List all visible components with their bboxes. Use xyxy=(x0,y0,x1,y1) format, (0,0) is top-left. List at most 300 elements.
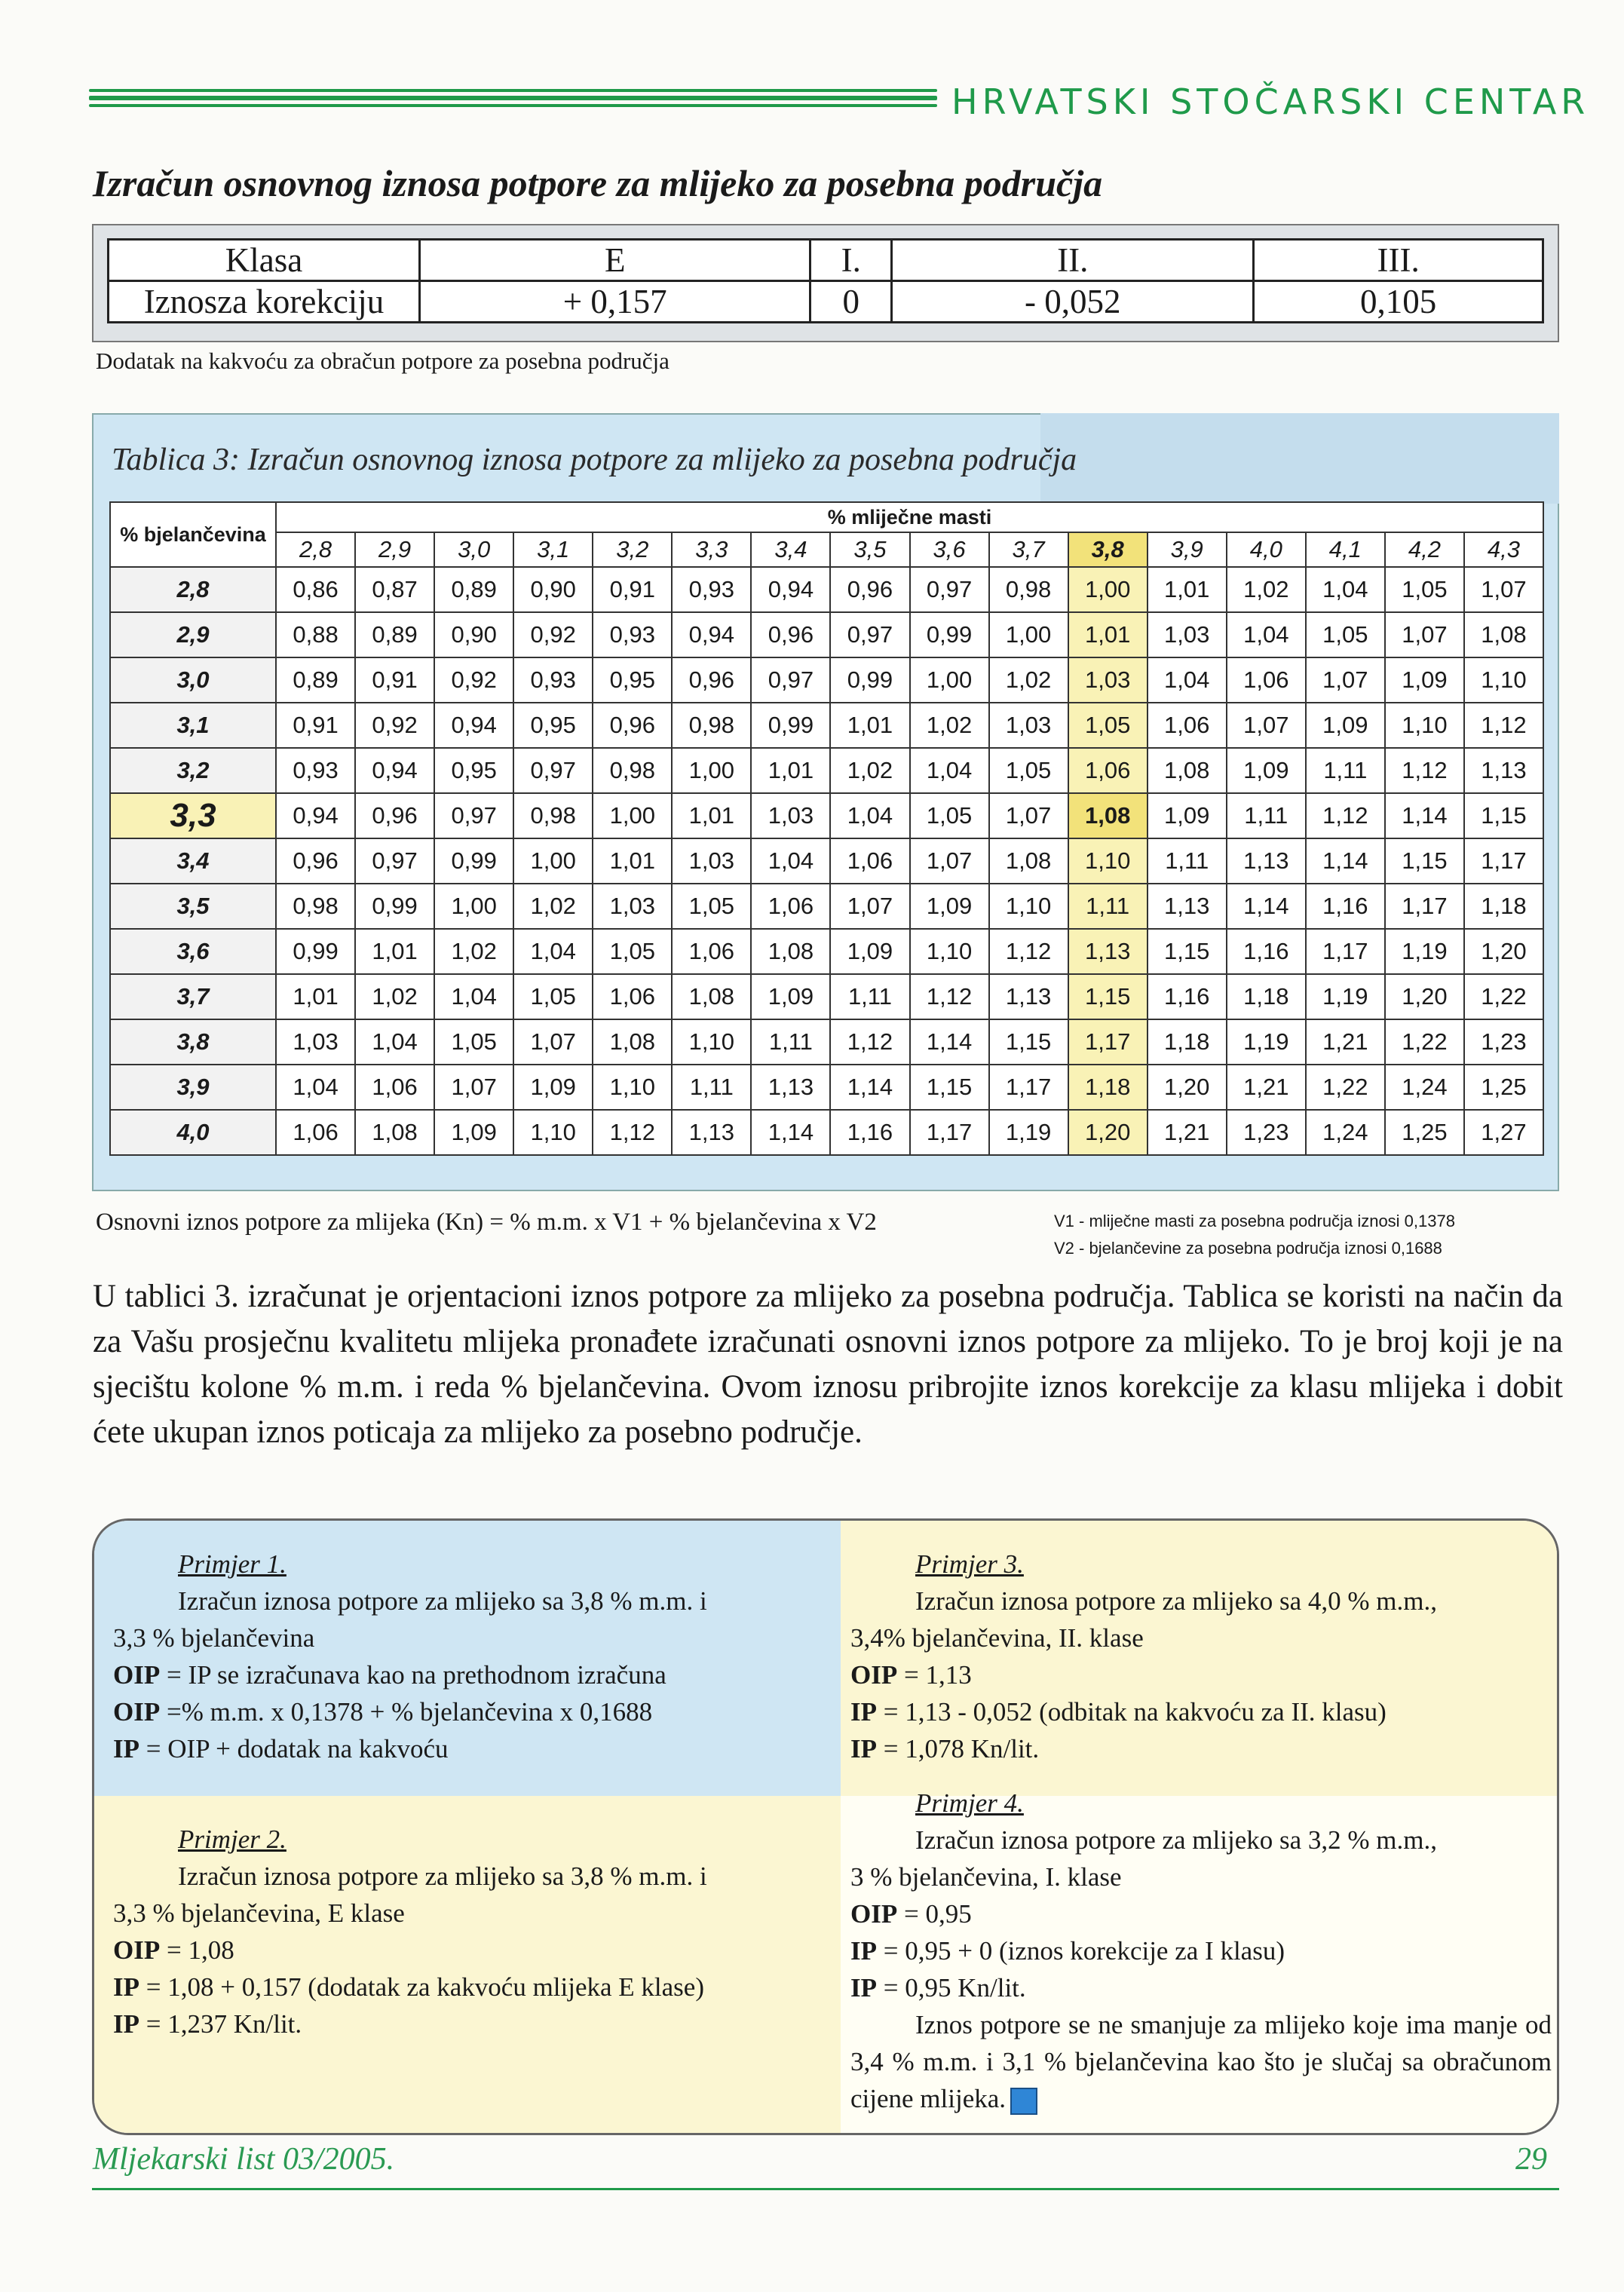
table-cell: 1,11 xyxy=(672,1065,751,1110)
correction-cell: + 0,157 xyxy=(420,281,810,323)
example-line: 3,3 % bjelančevina, E klase xyxy=(113,1898,405,1928)
correction-cell: 0 xyxy=(810,281,892,323)
table-cell: 1,22 xyxy=(1385,1019,1464,1065)
table-cell: 1,08 xyxy=(672,974,751,1019)
table-cell: 0,97 xyxy=(910,567,989,612)
table-cell: 0,99 xyxy=(355,884,434,929)
fat-column-header: 4,3 xyxy=(1464,532,1543,567)
table-cell: 0,93 xyxy=(513,657,593,703)
table-cell: 1,16 xyxy=(1227,929,1306,974)
body-paragraph: U tablici 3. izračunat je orjentacioni iznos potpore za mlijeko za posebna područja. Tablica se koristi na način da za Vašu prosječnu kvalitetu mlijeka pronađete izračunati osnovni iznos potpore za mlijeko. To je broj koji je na sjecištu kolone % m.m. i reda % bjelančevina. Ovom iznosu pribrojite iznos korekcije za klasu mlijeka i dobit ćete ukupan iznos poticaja za mlijeko za posebno područje. xyxy=(93,1279,1563,1450)
table-cell: 1,14 xyxy=(830,1065,909,1110)
table-cell: 1,10 xyxy=(513,1110,593,1155)
table-cell: 1,05 xyxy=(1068,703,1148,748)
table-cell: 1,06 xyxy=(672,929,751,974)
table-cell: 1,12 xyxy=(830,1019,909,1065)
table-cell: 0,96 xyxy=(276,838,355,884)
table-cell: 0,92 xyxy=(355,703,434,748)
table-cell: 1,11 xyxy=(1068,884,1148,929)
table-cell: 1,15 xyxy=(910,1065,989,1110)
table-cell: 0,96 xyxy=(672,657,751,703)
table-cell: 1,17 xyxy=(1306,929,1385,974)
table-cell: 0,94 xyxy=(672,612,751,657)
table-cell: 1,15 xyxy=(989,1019,1068,1065)
table-cell: 1,00 xyxy=(593,793,672,838)
table-cell: 0,97 xyxy=(434,793,513,838)
footer-publication: Mljekarski list 03/2005. xyxy=(93,2142,395,2177)
example-line: Iznos potpore se ne smanjuje za mlijeko koje ima manje od 3,4 % m.m. i 3,1 % bjelančevina kao što je slučaj sa obračunom cijene mlijeka. xyxy=(850,2010,1552,2113)
table-cell: 1,13 xyxy=(1148,884,1227,929)
table-cell: 0,93 xyxy=(593,612,672,657)
table-cell: 1,08 xyxy=(1148,748,1227,793)
table-row xyxy=(110,974,1543,1019)
table-cell: 0,93 xyxy=(672,567,751,612)
tablica3-table xyxy=(109,501,1544,1156)
table-cell: 1,04 xyxy=(355,1019,434,1065)
note-v1: V1 - mliječne masti za posebna područja iznosi 0,1378 xyxy=(1054,1212,1455,1230)
protein-row-header: 3,5 xyxy=(110,884,276,929)
table-cell: 1,10 xyxy=(1464,657,1543,703)
table-cell: 1,27 xyxy=(1464,1110,1543,1155)
fat-column-header: 3,4 xyxy=(751,532,830,567)
example-value: = 1,237 Kn/lit. xyxy=(139,2009,302,2039)
example-key: OIP xyxy=(113,1935,161,1965)
table-row xyxy=(110,884,1543,929)
table-cell: 1,05 xyxy=(593,929,672,974)
table-cell: 1,20 xyxy=(1385,974,1464,1019)
table-cell: 0,94 xyxy=(276,793,355,838)
table-cell: 1,09 xyxy=(1148,793,1227,838)
table-row xyxy=(110,1019,1543,1065)
table-cell: 1,00 xyxy=(1068,567,1148,612)
table-cell: 0,94 xyxy=(434,703,513,748)
table-cell: 0,90 xyxy=(434,612,513,657)
table-cell: 0,92 xyxy=(513,612,593,657)
table-cell: 0,96 xyxy=(355,793,434,838)
class-note: Dodatak na kakvoću za obračun potpore za posebna područja xyxy=(96,348,670,374)
table-cell: 1,09 xyxy=(1306,703,1385,748)
table-cell: 0,95 xyxy=(513,703,593,748)
table-row xyxy=(110,1110,1543,1155)
table-cell: 1,05 xyxy=(1385,567,1464,612)
example-value: = 1,13 xyxy=(897,1660,972,1690)
table-cell: 1,04 xyxy=(910,748,989,793)
table-cell: 1,05 xyxy=(672,884,751,929)
example-line: Izračun iznosa potpore za mlijeko sa 3,8 % m.m. i xyxy=(178,1861,707,1891)
example-value: = 0,95 + 0 (iznos korekcije za I klasu) xyxy=(877,1936,1285,1966)
table-cell: 1,06 xyxy=(1227,657,1306,703)
table-cell: 1,11 xyxy=(751,1019,830,1065)
table-cell: 1,09 xyxy=(513,1065,593,1110)
table-cell: 0,93 xyxy=(276,748,355,793)
table-cell: 1,20 xyxy=(1068,1110,1148,1155)
example-2 xyxy=(113,1821,822,2042)
table-cell: 1,24 xyxy=(1385,1065,1464,1110)
table-cell: 1,04 xyxy=(1227,612,1306,657)
table-cell: 1,15 xyxy=(1068,974,1148,1019)
class-row xyxy=(109,240,1543,281)
example-line: 3,3 % bjelančevina xyxy=(113,1623,315,1653)
table-cell: 1,24 xyxy=(1306,1110,1385,1155)
table-cell: 1,08 xyxy=(355,1110,434,1155)
protein-row-header: 3,6 xyxy=(110,929,276,974)
table-cell: 0,99 xyxy=(830,657,909,703)
fat-header: % mliječne masti xyxy=(276,502,1543,532)
example-line: 3 % bjelančevina, I. klase xyxy=(850,1862,1122,1892)
table-cell: 1,19 xyxy=(1227,1019,1306,1065)
table-cell: 0,99 xyxy=(434,838,513,884)
table-cell: 1,20 xyxy=(1148,1065,1227,1110)
example-key: IP xyxy=(850,1697,877,1727)
example-key: OIP xyxy=(850,1899,898,1929)
table-row xyxy=(110,612,1543,657)
table-cell: 1,04 xyxy=(1148,657,1227,703)
fat-column-header: 4,0 xyxy=(1227,532,1306,567)
table-cell: 0,97 xyxy=(513,748,593,793)
table-cell: 1,07 xyxy=(830,884,909,929)
example-value: = IP se izračunava kao na prethodnom izračuna xyxy=(160,1660,666,1690)
table-cell: 0,89 xyxy=(276,657,355,703)
table-cell: 1,12 xyxy=(1306,793,1385,838)
table-cell: 1,17 xyxy=(1385,884,1464,929)
table-cell: 1,01 xyxy=(672,793,751,838)
table-cell: 0,89 xyxy=(434,567,513,612)
table-cell: 1,00 xyxy=(989,612,1068,657)
table-cell: 1,13 xyxy=(672,1110,751,1155)
table-cell: 0,96 xyxy=(593,703,672,748)
table-cell: 1,09 xyxy=(1385,657,1464,703)
table-cell: 0,97 xyxy=(830,612,909,657)
table-cell: 1,02 xyxy=(513,884,593,929)
example-line: 3,4% bjelančevina, II. klase xyxy=(850,1623,1144,1653)
fat-column-header: 4,1 xyxy=(1306,532,1385,567)
table-cell: 0,98 xyxy=(672,703,751,748)
example-key: IP xyxy=(113,2009,139,2039)
table-cell: 1,17 xyxy=(1068,1019,1148,1065)
table-cell: 1,25 xyxy=(1385,1110,1464,1155)
table-cell: 0,94 xyxy=(355,748,434,793)
table-cell: 1,07 xyxy=(1306,657,1385,703)
table-cell: 1,00 xyxy=(513,838,593,884)
table-cell: 1,09 xyxy=(1227,748,1306,793)
table-cell: 0,94 xyxy=(751,567,830,612)
table-cell: 1,19 xyxy=(989,1110,1068,1155)
tablica3-title: Tablica 3: Izračun osnovnog iznosa potpore za mlijeko za posebna područja xyxy=(112,443,1077,477)
table-cell: 1,01 xyxy=(276,974,355,1019)
fat-column-header: 3,6 xyxy=(910,532,989,567)
table-cell: 1,16 xyxy=(1306,884,1385,929)
header-rule xyxy=(89,89,937,116)
table-cell: 0,99 xyxy=(751,703,830,748)
table-cell: 1,22 xyxy=(1464,974,1543,1019)
table-cell: 1,05 xyxy=(989,748,1068,793)
table-cell: 1,18 xyxy=(1227,974,1306,1019)
table-cell: 0,97 xyxy=(751,657,830,703)
example-value: = 1,078 Kn/lit. xyxy=(877,1734,1040,1763)
example-line: Izračun iznosa potpore za mlijeko sa 4,0 % m.m., xyxy=(915,1586,1438,1616)
example-title: Primjer 4. xyxy=(915,1788,1024,1818)
table-cell: 1,06 xyxy=(276,1110,355,1155)
table-cell: 1,02 xyxy=(434,929,513,974)
table-cell: 0,95 xyxy=(593,657,672,703)
table-cell: 1,14 xyxy=(1227,884,1306,929)
table-cell: 1,01 xyxy=(830,703,909,748)
example-key: IP xyxy=(113,1972,139,2002)
example-title: Primjer 1. xyxy=(178,1549,286,1579)
example-key: OIP xyxy=(113,1660,161,1690)
fat-column-header: 3,8 xyxy=(1068,532,1148,567)
example-key: OIP xyxy=(850,1660,898,1690)
table-cell: 0,86 xyxy=(276,567,355,612)
fat-column-header: 3,5 xyxy=(830,532,909,567)
correction-cell: 0,105 xyxy=(1254,281,1543,323)
formula-notes xyxy=(1054,1208,1455,1262)
example-value: = 1,13 - 0,052 (odbitak na kakvoću za II. klasu) xyxy=(877,1697,1387,1727)
example-value: = 1,08 + 0,157 (dodatak za kakvoću mlijeka E klase) xyxy=(139,1972,704,2002)
table-cell: 1,06 xyxy=(593,974,672,1019)
table-cell: 0,90 xyxy=(513,567,593,612)
table-cell: 1,12 xyxy=(593,1110,672,1155)
table-cell: 1,17 xyxy=(910,1110,989,1155)
class-correction-table xyxy=(107,238,1544,323)
example-value: = 0,95 xyxy=(897,1899,972,1929)
table-cell: 1,08 xyxy=(593,1019,672,1065)
table-cell: 1,25 xyxy=(1464,1065,1543,1110)
table-cell: 1,10 xyxy=(1385,703,1464,748)
table-cell: 1,08 xyxy=(1068,793,1148,838)
table-cell: 1,13 xyxy=(1068,929,1148,974)
table-row xyxy=(110,657,1543,703)
class-cell: E xyxy=(420,240,810,281)
table-cell: 1,01 xyxy=(355,929,434,974)
table-cell: 1,14 xyxy=(910,1019,989,1065)
table-cell: 1,02 xyxy=(355,974,434,1019)
table-cell: 1,19 xyxy=(1385,929,1464,974)
table-cell: 0,99 xyxy=(910,612,989,657)
table-cell: 0,98 xyxy=(593,748,672,793)
table-cell: 1,14 xyxy=(1385,793,1464,838)
table-cell: 1,06 xyxy=(1068,748,1148,793)
table-cell: 1,00 xyxy=(910,657,989,703)
table-cell: 1,09 xyxy=(434,1110,513,1155)
example-value: =% m.m. x 0,1378 + % bjelančevina x 0,1688 xyxy=(160,1697,653,1727)
table-cell: 1,15 xyxy=(1464,793,1543,838)
table-cell: 1,22 xyxy=(1306,1065,1385,1110)
table-cell: 1,01 xyxy=(751,748,830,793)
table-cell: 0,88 xyxy=(276,612,355,657)
table-cell: 1,15 xyxy=(1148,929,1227,974)
table-cell: 1,12 xyxy=(989,929,1068,974)
class-cell: I. xyxy=(810,240,892,281)
table-cell: 1,04 xyxy=(830,793,909,838)
table-cell: 0,98 xyxy=(276,884,355,929)
table-cell: 1,11 xyxy=(1148,838,1227,884)
table-cell: 1,15 xyxy=(1385,838,1464,884)
example-1 xyxy=(113,1546,822,1767)
table-row xyxy=(110,703,1543,748)
table-cell: 1,06 xyxy=(751,884,830,929)
table-cell: 0,98 xyxy=(989,567,1068,612)
protein-row-header: 3,4 xyxy=(110,838,276,884)
table-cell: 1,10 xyxy=(672,1019,751,1065)
table-cell: 0,97 xyxy=(355,838,434,884)
table-cell: 1,09 xyxy=(830,929,909,974)
formula: Osnovni iznos potpore za mlijeka (Kn) = % m.m. x V1 + % bjelančevina x V2 xyxy=(96,1209,877,1236)
table-row xyxy=(110,929,1543,974)
table-cell: 1,03 xyxy=(751,793,830,838)
table-cell: 1,07 xyxy=(1464,567,1543,612)
class-cell: II. xyxy=(892,240,1254,281)
table-cell: 1,02 xyxy=(910,703,989,748)
example-key: OIP xyxy=(113,1697,161,1727)
fat-column-header: 3,2 xyxy=(593,532,672,567)
fat-column-header: 2,8 xyxy=(276,532,355,567)
table-cell: 1,11 xyxy=(830,974,909,1019)
class-cell: III. xyxy=(1254,240,1543,281)
table-cell: 1,10 xyxy=(593,1065,672,1110)
table-cell: 1,03 xyxy=(1068,657,1148,703)
footer-rule xyxy=(92,2188,1559,2190)
example-3 xyxy=(850,1546,1552,1767)
table-cell: 1,04 xyxy=(1306,567,1385,612)
table-cell: 1,20 xyxy=(1464,929,1543,974)
table-cell: 1,05 xyxy=(513,974,593,1019)
table-cell: 1,08 xyxy=(751,929,830,974)
table-cell: 1,03 xyxy=(1148,612,1227,657)
table-cell: 1,16 xyxy=(1148,974,1227,1019)
table-cell: 1,04 xyxy=(751,838,830,884)
protein-row-header: 3,3 xyxy=(110,793,276,838)
table-cell: 1,18 xyxy=(1464,884,1543,929)
table-cell: 1,04 xyxy=(513,929,593,974)
table-cell: 1,17 xyxy=(989,1065,1068,1110)
table-cell: 0,91 xyxy=(593,567,672,612)
example-key: IP xyxy=(850,1936,877,1966)
table-cell: 1,07 xyxy=(1227,703,1306,748)
table-cell: 1,09 xyxy=(910,884,989,929)
example-value: = 0,95 Kn/lit. xyxy=(877,1973,1026,2002)
fat-column-header: 3,7 xyxy=(989,532,1068,567)
table-cell: 0,98 xyxy=(513,793,593,838)
protein-row-header: 3,2 xyxy=(110,748,276,793)
table-cell: 1,03 xyxy=(593,884,672,929)
protein-header: % bjelančevina xyxy=(110,502,276,567)
example-key: IP xyxy=(850,1734,877,1763)
table-cell: 0,95 xyxy=(434,748,513,793)
correction-label: Iznosza korekciju xyxy=(109,281,420,323)
table-cell: 1,02 xyxy=(830,748,909,793)
table-cell: 1,05 xyxy=(1306,612,1385,657)
section-title: Izračun osnovnog iznosa potpore za mlijeko za posebna područja xyxy=(93,162,1103,204)
table-cell: 1,07 xyxy=(434,1065,513,1110)
table-cell: 0,91 xyxy=(355,657,434,703)
protein-row-header: 3,8 xyxy=(110,1019,276,1065)
example-key: IP xyxy=(850,1973,877,2002)
table-cell: 1,23 xyxy=(1464,1019,1543,1065)
table-cell: 1,23 xyxy=(1227,1110,1306,1155)
table-cell: 0,92 xyxy=(434,657,513,703)
table-cell: 1,10 xyxy=(1068,838,1148,884)
table-row xyxy=(110,748,1543,793)
example-title: Primjer 2. xyxy=(178,1825,286,1854)
example-line: Izračun iznosa potpore za mlijeko sa 3,8 % m.m. i xyxy=(178,1586,707,1616)
table-cell: 1,08 xyxy=(989,838,1068,884)
table-cell: 1,03 xyxy=(989,703,1068,748)
table-cell: 1,02 xyxy=(1227,567,1306,612)
protein-row-header: 2,9 xyxy=(110,612,276,657)
table-cell: 1,07 xyxy=(1385,612,1464,657)
fat-column-header: 4,2 xyxy=(1385,532,1464,567)
table-cell: 1,07 xyxy=(989,793,1068,838)
protein-row-header: 3,9 xyxy=(110,1065,276,1110)
table-cell: 1,16 xyxy=(830,1110,909,1155)
class-label: Klasa xyxy=(109,240,420,281)
table-cell: 1,19 xyxy=(1306,974,1385,1019)
organization-name: HRVATSKI STOČARSKI CENTAR xyxy=(951,81,1590,122)
table-row xyxy=(110,567,1543,612)
table-cell: 1,06 xyxy=(355,1065,434,1110)
example-key: IP xyxy=(113,1734,139,1763)
protein-row-header: 3,7 xyxy=(110,974,276,1019)
example-title: Primjer 3. xyxy=(915,1549,1024,1579)
table-cell: 1,13 xyxy=(1227,838,1306,884)
example-line: Izračun iznosa potpore za mlijeko sa 3,2 % m.m., xyxy=(915,1825,1438,1855)
class-correction-box xyxy=(92,224,1559,342)
table-cell: 0,87 xyxy=(355,567,434,612)
table-cell: 1,03 xyxy=(672,838,751,884)
example-value: = 1,08 xyxy=(160,1935,234,1965)
table-cell: 1,00 xyxy=(672,748,751,793)
table-cell: 0,96 xyxy=(751,612,830,657)
protein-row-header: 3,0 xyxy=(110,657,276,703)
table-cell: 0,89 xyxy=(355,612,434,657)
table-cell: 1,04 xyxy=(434,974,513,1019)
protein-row-header: 3,1 xyxy=(110,703,276,748)
table-cell: 1,14 xyxy=(1306,838,1385,884)
table-cell: 1,12 xyxy=(910,974,989,1019)
table-cell: 1,11 xyxy=(1227,793,1306,838)
table-cell: 1,21 xyxy=(1306,1019,1385,1065)
table-cell: 0,96 xyxy=(830,567,909,612)
table-cell: 1,03 xyxy=(276,1019,355,1065)
note-v2: V2 - bjelančevine za posebna područja iznosi 0,1688 xyxy=(1054,1239,1442,1258)
table-cell: 1,08 xyxy=(1464,612,1543,657)
table-cell: 1,02 xyxy=(989,657,1068,703)
table-cell: 1,10 xyxy=(989,884,1068,929)
table-cell: 1,13 xyxy=(1464,748,1543,793)
table-row xyxy=(110,793,1543,838)
footer-page-number: 29 xyxy=(1515,2142,1547,2177)
table-cell: 1,12 xyxy=(1385,748,1464,793)
table-cell: 1,13 xyxy=(989,974,1068,1019)
end-mark-icon xyxy=(1010,2088,1037,2115)
table-row xyxy=(110,838,1543,884)
table-cell: 1,09 xyxy=(751,974,830,1019)
table-cell: 1,00 xyxy=(434,884,513,929)
correction-row xyxy=(109,281,1543,323)
fat-column-header: 3,9 xyxy=(1148,532,1227,567)
fat-column-header: 3,1 xyxy=(513,532,593,567)
table-cell: 1,04 xyxy=(276,1065,355,1110)
example-4 xyxy=(850,1785,1552,2117)
table-cell: 1,07 xyxy=(513,1019,593,1065)
correction-cell: - 0,052 xyxy=(892,281,1254,323)
table-cell: 1,18 xyxy=(1148,1019,1227,1065)
table-cell: 1,21 xyxy=(1148,1110,1227,1155)
fat-column-header: 2,9 xyxy=(355,532,434,567)
table-cell: 0,99 xyxy=(276,929,355,974)
fat-column-header: 3,3 xyxy=(672,532,751,567)
